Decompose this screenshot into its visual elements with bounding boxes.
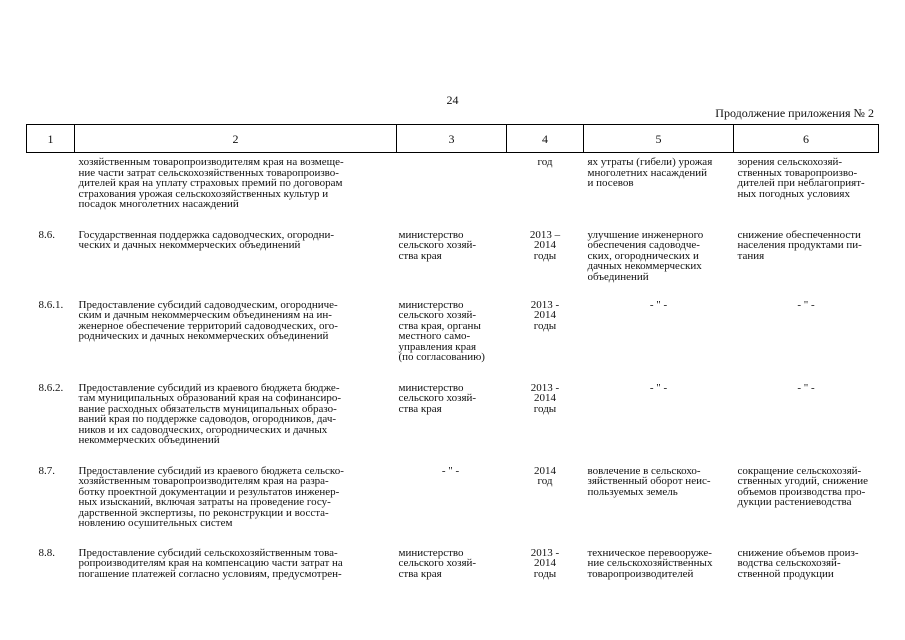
table-row [27, 383, 879, 466]
column-header-4: 4 [507, 125, 584, 153]
table-row [27, 230, 879, 300]
continuation-label: Продолжение приложения № 2 [715, 106, 874, 120]
row-number: 8.6.2. [38, 382, 64, 394]
row-executor: министерство сельского хозяй- ства края [398, 382, 477, 415]
row-description: Предоставление субсидий из краевого бюджета сельско- хозяйственным товаропроизводителям края на разра- ботку проектной документации и результатов инженер- ных изысканий, включая затраты на проведение госу- дарственной экспертизы, по реконструкции и восста- новлению осушительных систем [78, 465, 344, 529]
row-period: 2013 - 2014 годы [530, 547, 560, 580]
row-number: 8.6.1. [38, 299, 64, 311]
table-row [27, 153, 879, 230]
row-result: вовлечение в сельскохо- зяйственный оборот неис- пользуемых земель [587, 465, 711, 498]
row-consequence: снижение объемов произ- водства сельскохозяй- ственной продукции [737, 547, 859, 580]
row-description: хозяйственным товаропроизводителям края на возмеще- ние части затрат сельскохозяйственных товаропроизво- дителей края на уплату страховых премий по договорам страхования урожая сельскохозяйственных культур и посадок многолетних насаждений [78, 156, 344, 210]
row-description: Предоставление субсидий из краевого бюджета бюдже- там муниципальных образований края на софинансиро- вание расходных обязательств муниципальных образо- ваний края по поддержке садоводов, огородников, дач- ников и их садоводческих, огороднических и дачных некоммерческих объединений [78, 382, 342, 446]
row-period: 2013 - 2014 годы [530, 382, 560, 415]
row-consequence: зорения сельскохозяй- ственных товаропроизво- дителей при неблагоприят- ных погодных условиях [737, 156, 865, 200]
column-header-3: 3 [397, 125, 507, 153]
table-row [27, 548, 879, 588]
row-executor: - " - [441, 465, 460, 477]
row-number: 8.6. [38, 229, 55, 241]
row-number: 8.7. [38, 465, 55, 477]
row-result: - " - [649, 299, 668, 311]
row-consequence: снижение обеспеченности населения продуктами пи- тания [737, 229, 862, 262]
column-header-1: 1 [27, 125, 75, 153]
row-result: техническое перевооруже- ние сельскохозяйственных товаропроизводителей [587, 547, 713, 580]
column-number-row [27, 125, 879, 153]
row-consequence: сокращение сельскохозяй- ственных угодий, снижение объемов производства про- дукции растениеводства [737, 465, 869, 508]
row-result: ях утраты (гибели) урожая многолетних насаждений и посевов [587, 156, 713, 189]
row-number [27, 153, 75, 230]
row-period: 2014 год [534, 465, 556, 487]
column-header-5: 5 [584, 125, 734, 153]
row-number: 8.8. [38, 547, 55, 559]
row-executor: министерство сельского хозяй- ства края, органы местного само- управления края (по согласованию) [398, 299, 485, 363]
row-period: 2013 – 2014 годы [529, 229, 561, 262]
row-description: Предоставление субсидий садоводческим, огородниче- ским и дачным некоммерческим объединениям на ин- женерное обеспечение территорий садоводческих, ого- роднических и дачных некоммерческих объединений [78, 299, 338, 342]
measures-table [26, 124, 879, 588]
table-row [27, 300, 879, 383]
table-row [27, 466, 879, 548]
row-consequence: - " - [797, 382, 815, 394]
row-period: 2013 - 2014 годы [530, 299, 560, 332]
column-header-6: 6 [734, 125, 879, 153]
page-number: 24 [446, 93, 459, 107]
row-executor [397, 153, 507, 230]
row-executor: министерство сельского хозяй- ства края [398, 229, 477, 262]
row-period: год [537, 156, 553, 168]
row-executor: министерство сельского хозяй- ства края [398, 547, 477, 580]
row-description: Предоставление субсидий сельскохозяйственным това- ропроизводителям края на компенсацию части затрат на погашение платежей согласно условиям, предусмотрен- [78, 547, 343, 580]
column-header-2: 2 [75, 125, 397, 153]
row-consequence: - " - [797, 299, 815, 311]
row-description: Государственная поддержка садоводческих, огородни- ческих и дачных некоммерческих объединений [78, 229, 335, 251]
row-result: улучшение инженерного обеспечения садоводче- ских, огороднических и дачных некоммерческих объединений [587, 229, 704, 283]
row-result: - " - [649, 382, 668, 394]
